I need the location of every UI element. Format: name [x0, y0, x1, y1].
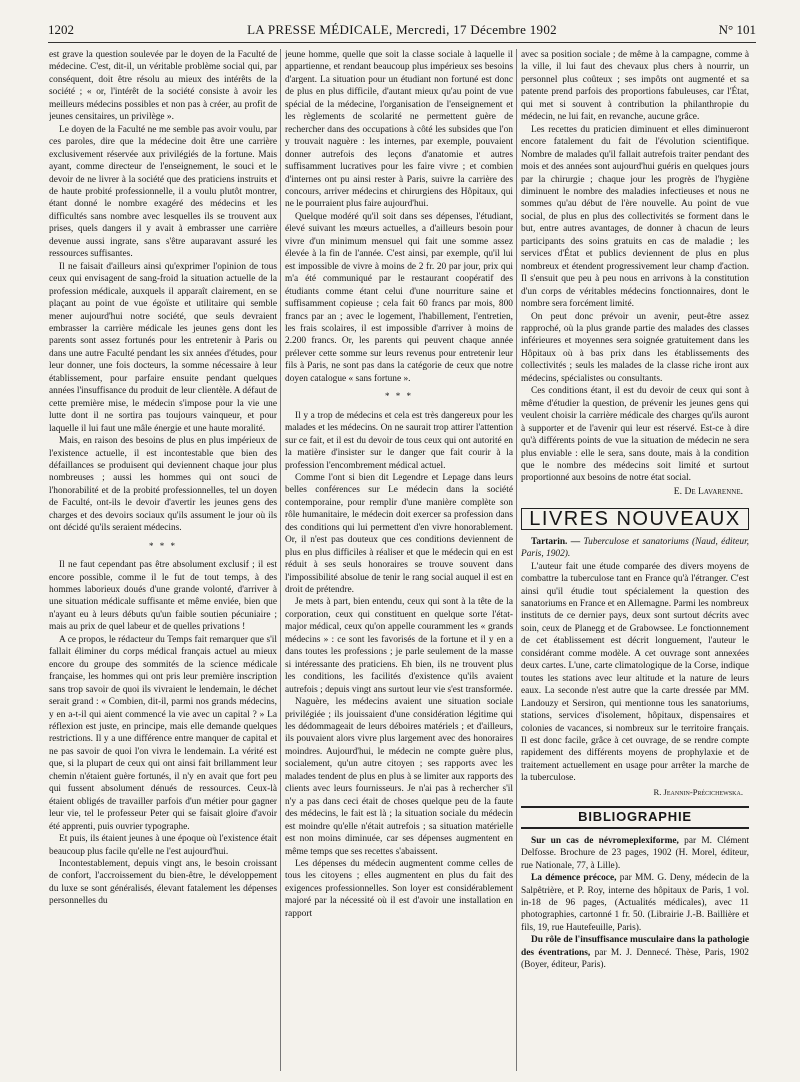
review-body: L'auteur fait une étude comparée des divers moyens de combattre la tuberculose tant en France qu'à l'étranger. C'est ainsi qu'il étudie tout spécialement la question des sanatoriums en France et en Allemagne. Parmi les nombreux instituts de ce dernier pays, deux sont surtout décrits avec soin, ceux de Planegg et de Grabowsee. Le fonctionnement de cet établissement est décrit longuement, l'auteur le considérant comme modèle. A cet ouvrage sont annexées deux cartes. L'une, carte climatologique de la Corse, indique toutes les stations avec leur altitude et la nature de leurs eaux. La seconde n'est autre que la carte dressée par MM. Landouzy et Sersiron, qui mentionne tous les sanatoriums, stations, services d'isolement, hôpitaux, dispensaires et colonies de vacances, si nombreux sur le territoire français. Il est donc facile, grâce à cet ouvrage, de se rendre compte rapidement des différents moyens de prophylaxie et de traitement actuellement en usage pour arrêter la marche de la tuberculose. [521, 561, 749, 784]
paragraph: Et puis, ils étaient jeunes à une époque où l'existence était beaucoup plus facile qu'elle ne l'est aujourd'hui. [49, 834, 277, 857]
review-signature: R. Jeannin-Précichewska. [653, 786, 743, 797]
paragraph: Il y a trop de médecins et cela est très dangereux pour les malades et les médecins. On ne saurait trop attirer l'attention sur ce fait, et il est du devoir de tous ceux qui ont autorité en la matière d'insister sur le danger que fait courir à la profession l'encombrement médical actuel. [285, 410, 513, 471]
column-divider [280, 49, 281, 1071]
page-header [48, 19, 756, 41]
paragraph: Il ne faut cependant pas être absolument exclusif ; il est encore possible, comme il le fut de tout temps, à des hommes laborieux doués d'une grande volonté, d'arriver à une situation médicale suffisante et même enviée, bien que n'ayant eu à leurs débuts qu'un faible soutien pécuniaire ; mais au prix de quel labeur et de quelles privations ! [49, 560, 277, 633]
paragraph: Le doyen de la Faculté ne me semble pas avoir voulu, par ces paroles, dire que la médecine doit être une carrière exclusivement réservée aux privilégiés de la fortune. Mais ayant, comme directeur de l'enseignement, le souci et le devoir de ne livrer à la société que des praticiens instruits et de haute probité professionnelle, il a voulu plutôt montrer, étant donné le nombre exagéré des médecins et les difficultés sans nombre avec lesquelles ils se trouvent aux prises, quels dangers il y avait à embrasser une carrière devenue aussi ingrate, sans s'être auparavant assuré les ressources suffisantes. [49, 124, 277, 260]
paragraph: On peut donc prévoir un avenir, peut-être assez rapproché, où la plus grande partie des malades des classes inférieures et moyennes sera soignée gratuitement dans les Hôpitaux où à bas prix dans les établissements des collectivités ; seuls les malades de la classe riche iront aux médecins, spécialistes ou consultants. [521, 311, 749, 384]
paragraph: est grave la question soulevée par le doyen de la Faculté de médecine. C'est, dit-il, un véritable problème social qui, par conséquent, doit être résolu au mieux des intérêts de la société ; « or, l'intérêt de la société consiste à avoir les meilleurs médecins possibles et non pas à créer, au profit de jeunes censitaires, un privilège ». [49, 50, 277, 123]
book-review [521, 536, 749, 561]
entry-title: La démence précoce, [531, 873, 617, 884]
section-separator: * * * [149, 540, 177, 551]
article-signature: E. De Lavarenne. [673, 485, 743, 497]
bibliographie-heading: BIBLIOGRAPHIE [521, 806, 749, 828]
review-author: Tartarin. — [531, 536, 581, 547]
column-3 [521, 49, 749, 1069]
entry-details: par M. J. Dennecé. Thèse, Paris, 1902 (Boyer, éditeur, Paris). [521, 947, 749, 971]
bibliography-entry [521, 835, 749, 872]
paragraph: Les recettes du praticien diminuent et elles diminueront encore fatalement du fait de l'évolution scientifique. Nombre de malades qu'il fallait autrefois traiter pendant des mois et des années sont aujourd'hui guéris en quelques jours par la chirurgie ; chaque jour les progrès de l'hygiène diminuent le nombre des maladies infectieuses et nous ne sommes qu'au début de l'ère nouvelle. Au point de vue social, de plus en plus des collectivités se forment dans le but, entre autres avantages, de donner à chacun de leurs participants des soins gratuits en cas de maladie ; les services d'État et publics deviennent de plus en plus nombreux et étendent progressivement leur champ d'action. Il s'ensuit que peu à peu nous en arrivons à la constitution d'un corps de véritables médecins fonctionnaires, dont le nombre sera forcément limité. [521, 124, 749, 310]
entry-details: par MM. G. Deny, médecin de la Salpêtrière, et P. Roy, interne des hôpitaux de Paris, 1 vol. in-18 de 96 pages, (Actualités médicales), avec 11 photographies, cartonné 1 fr. 50. (Librairie J.-B. Baillière et fils, 19, rue Hautefeuille, Paris). [521, 873, 749, 933]
column-1 [49, 49, 277, 1069]
paragraph: Je mets à part, bien entendu, ceux qui sont à la tête de la corporation, ceux qui constituent en quelque sorte l'état-major médical, ceux qu'on appelle couramment les « grands médecins » : ce sont les favorisés de la fortune et il y en a dans toutes les professions ; je parle seulement de la masse si intéressante des praticiens. Eh bien, ils ne trouvent plus les conditions, les facilités d'existence qu'ils avaient autrefois ; depuis vingt ans surtout leur vie s'est transformée. [285, 597, 513, 695]
paragraph: A ce propos, le rédacteur du Temps fait remarquer que s'il fallait éliminer du corps médical français actuel au mieux encore du groupe des sommités de la science médicale française, les hommes qui ont pris leur première inscription sans trop savoir de quoi ils vivraient le lendemain, le déchet serait grand : « Combien, dit-il, parmi nos grands médecins, y en a-t-il qui aient commencé la vie avec un capital ? » La réflexion est juste, en principe, mais elle demande quelques restrictions. Il y a une différence entre manquer de capital et ne pas savoir de quoi l'on vivra le lendemain. La vérité est que, si la plupart de ceux qui ont ainsi fait brillamment leur chemin n'étaient guère fortunés, il n'y en avait que fort peu qui fussent absolument dénués de ressources. Ceux-là étaient obligés de travailler parfois d'un métier pour gagner leur vie, tel le professeur Peter qui se faisait gloire d'avoir été apprenti, puis ouvrier typographe. [49, 634, 277, 832]
paragraph: Ces conditions étant, il est du devoir de ceux qui sont à même d'étudier la question, de prévenir les jeunes gens qui veulent choisir la carrière médicale des charges qu'ils auront à supporter et de l'avenir qui leur est réservé. Est-ce à dire qu'à différents points de vue la situation de médecin ne sera plus enviable : elle le sera, sans doute, mais à la condition que le nombre des médecins soit limité et surtout proportionné aux besoins de notre état social. [521, 386, 749, 484]
column-divider [516, 49, 517, 1071]
paragraph: Les dépenses du médecin augmentent comme celles de tous les citoyens ; elles augmentent en plus du fait des exigences professionnelles. Son loyer est considérablement majoré par la nécessité où il est d'avoir une installation en rapport [285, 859, 513, 919]
entry-title: Du rôle de l'insuffisance musculaire dans la pathologie des éventrations, [521, 935, 749, 958]
header-rule [48, 42, 756, 43]
review-citation: Tuberculose et sanatoriums (Naud, éditeur, Paris, 1902). [521, 536, 749, 560]
paragraph: Incontestablement, depuis vingt ans, le besoin croissant de confort, l'accroissement du bien-être, le développement du luxe se sont généralisés, élevant fatalement les dépenses personnelles du [49, 859, 277, 907]
page-number: 1202 [48, 22, 74, 37]
section-separator: * * * [385, 391, 413, 402]
paragraph: Naguère, les médecins avaient une situation sociale privilégiée ; ils jouissaient d'une considération légitime qui les dédommageait de leurs déboires matériels ; et d'ailleurs, ils pouvaient alors vivre plus largement avec des honoraires moindres. Aujourd'hui, le médecin ne compte guère plus, socialement, qu'un autre citoyen ; ses rapports avec les malades tendent de plus en plus à se limiter aux rapports des clients avec leurs fournisseurs. Je n'ai pas à rechercher s'il n'y a pas dans ceci était de choses quelque peu de la faute des médecins, le fait est là ; la situation sociale du médecin est moindre qu'elle n'était autrefois ; sa situation matérielle est non moins diminuée, car ses dépenses augmentent en même temps que ses recettes s'abaissent. [285, 697, 513, 857]
paragraph: Mais, en raison des besoins de plus en plus impérieux de l'existence actuelle, il est incontestable que bien des défaillances se produisent qui deviennent chaque jour plus nombreuses ; aussi les hommes qui ont souci de l'honorabilité et de la probité professionnelles, tel un doyen de Faculté, ont-ils le devoir d'avertir les jeunes gens des charges et des devoirs sociaux qu'ils assument le jour où ils ont décidé qu'ils seraient médecins. [49, 436, 277, 534]
column-2 [285, 49, 513, 1069]
issue-number: N° 101 [718, 22, 756, 37]
livres-nouveaux-heading: LIVRES NOUVEAUX [521, 508, 749, 529]
journal-title: LA PRESSE MÉDICALE, Mercredi, 17 Décembre 1902 [247, 22, 557, 37]
entry-details: par M. Clément Delfosse. Brochure de 23 pages, 1902 (H. Morel, éditeur, rue Nationale, 77, à Lille). [521, 835, 749, 871]
bibliography-entry [521, 872, 749, 934]
paragraph: Il ne faisait d'ailleurs ainsi qu'exprimer l'opinion de tous ceux qui envisagent de sang-froid la situation actuelle de la profession médicale, auxquels il apparaît clairement, en se plaçant au point de vue égoïste et utilitaire qui semble mener aujourd'hui notre société, que seuls devraient embrasser la carrière médicale les jeunes gens dont les parents sont assez fortunés pour les entretenir à Paris ou dans une autre Faculté pendant les six années d'études, pour leur donner, une fois docteurs, la somme nécessaire à leur établissement, pour parfaire ensuite pendant quelques années l'insuffisance du produit de leur clientèle. A défaut de cette première mise, le médecin s'impose pour la vie une lutte dont il ne sortira pas toujours vainqueur, et pour laquelle il lui faut une mâle énergie et une haute moralité. [49, 261, 277, 434]
paragraph: jeune homme, quelle que soit la classe sociale à laquelle il appartienne, et rendant beaucoup plus impérieux ses besoins d'argent. La situation pour un étudiant non fortuné est donc de plus en plus difficile, d'autant mieux qu'au point de vue spécial de la médecine, l'organisation de l'enseignement et les règlements de scolarité ne permettent guère de rechercher dans des occupations à côté les subsides que l'on y trouvait naguère : les internes, par exemple, pouvaient donner autrefois des leçons d'anatomie et autres suffisamment lucratives pour les faire vivre ; et combien d'internes ont pu ainsi rester à Paris, suivre la carrière des concours, arriver médecins et chirurgiens des Hôpitaux, qui ne le pourraient plus faire aujourd'hui. [285, 50, 513, 210]
paragraph: avec sa position sociale ; de même à la campagne, comme à la ville, il lui faut des chevaux plus chers à nourrir, un personnel plus coûteux ; ses impôts ont augmenté et sa patente prend parfois des proportions fabuleuses, car l'État, qui met si souvent à contribution la philanthropie du médecin, ne lui fait, en revanche, aucune grâce. [521, 50, 749, 123]
paragraph: Comme l'ont si bien dit Legendre et Lepage dans leurs belles conférences sur Le médecin dans la société contemporaine, pour remplir d'une manière complète son rôle humanitaire, le médecin doit exercer sa profession dans des conditions qui lui permettent d'en vivre honorablement. Or, il n'est pas douteux que ces conditions deviennent de plus en plus difficiles à réaliser et que le médecin qui en est réduit à ses seuls honoraires se trouve souvent dans l'impossibilité absolue de tenir le rang social auquel il est en droit de prétendre. [285, 472, 513, 596]
bibliography-entry [521, 934, 749, 971]
entry-title: Sur un cas de névromeplexiforme, [531, 835, 679, 846]
paragraph: Quelque modéré qu'il soit dans ses dépenses, l'étudiant, élevé suivant les mœurs actuelles, a d'ailleurs besoin pour vivre d'un minimum mensuel qui fait une somme assez élevée à la fin de l'année. C'est ainsi, par exemple, qu'il lui est impossible de vivre à moins de 2 fr. 20 par jour, prix qui m'a été communiqué par le restaurant coopératif des étudiants comme étant celui d'une nourriture saine et suffisamment copieuse ; cela fait 60 francs par mois, 800 francs par an ; avec le logement, l'habillement, l'entretien, les frais scolaires, il est impossible d'arriver à moins de 2.200 francs. Or, les parents qui peuvent chaque année prélever cette somme sur leurs revenus pour entretenir leur fils à Paris, ne sont pas dans la catégorie de ceux que notre doyen catalogue « sans fortune ». [285, 211, 513, 384]
